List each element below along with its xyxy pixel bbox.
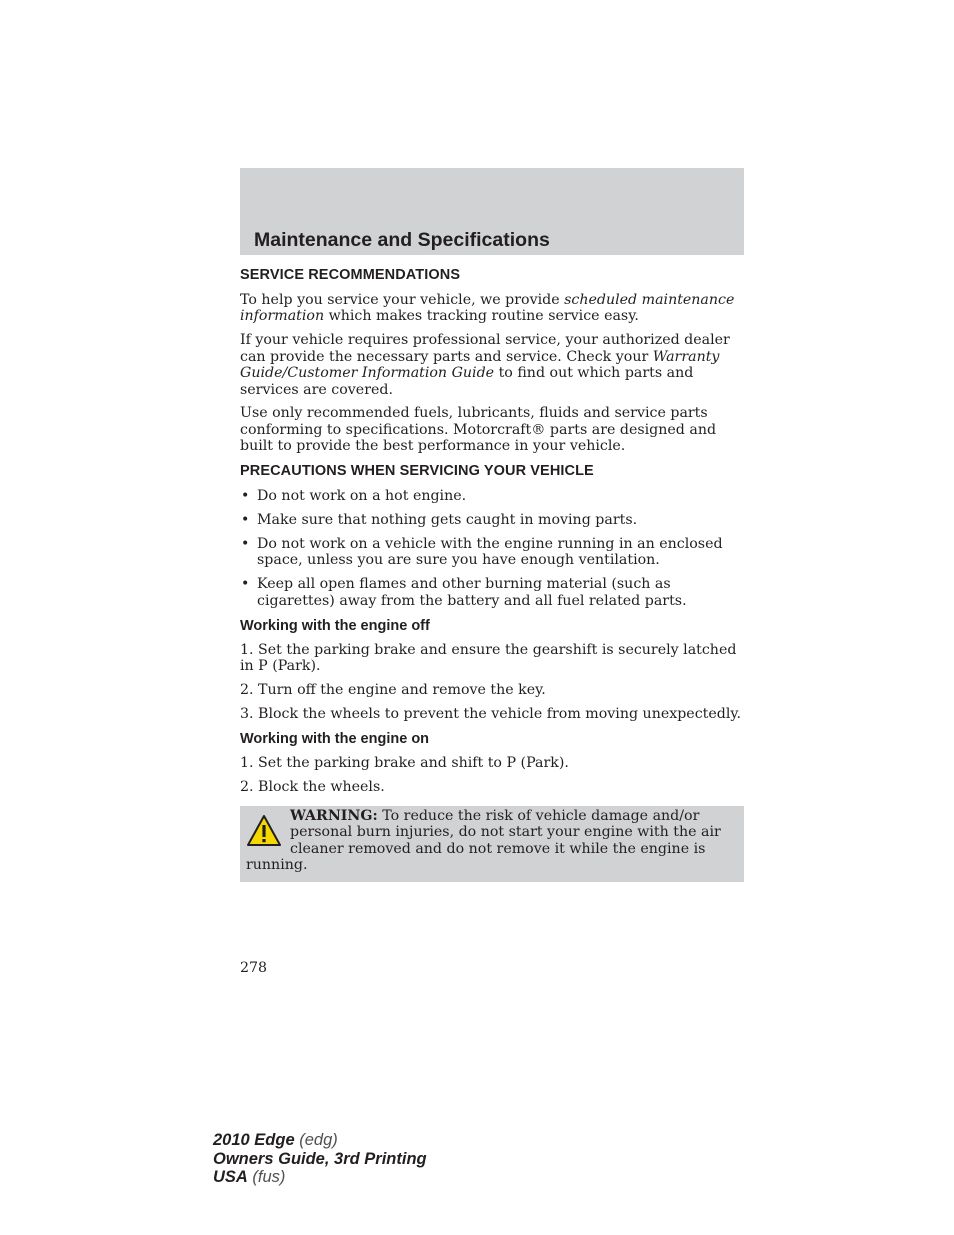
page-content [240, 266, 744, 882]
service-paragraph-3: Use only recommended fuels, lubricants, fluids and service parts conforming to specifications. Motorcraft® parts are designed and built to provide the best performance in your vehicle. [240, 405, 717, 455]
subheading-engine-on: Working with the engine on [240, 730, 430, 747]
section-heading-precautions: PRECAUTIONS WHEN SERVICING YOUR VEHICLE [240, 463, 594, 480]
warning-label: WARNING: [290, 808, 378, 825]
warning-box [240, 806, 744, 882]
footer-line-1 [213, 1131, 427, 1150]
text: which makes tracking routine service easy. [324, 308, 639, 325]
text: If your vehicle requires professional service, your authorized dealer can provide the necessary parts and service. Check your [240, 332, 730, 365]
page-number: 278 [240, 960, 268, 976]
footer-model: 2010 Edge [213, 1131, 295, 1149]
footer-market-code: (fus) [247, 1168, 286, 1186]
list-item: • Make sure that nothing gets caught in moving parts. [240, 512, 744, 528]
subheading-engine-off: Working with the engine off [240, 617, 430, 634]
list-item: • Do not work on a hot engine. [240, 488, 744, 504]
step-item: 3. Block the wheels to prevent the vehicle from moving unexpectedly. [240, 705, 742, 722]
step-item: 1. Set the parking brake and shift to P (Park). [240, 754, 569, 771]
warning-text: To reduce the risk of vehicle damage and/or personal burn injuries, do not start your engine with the air cleaner removed and do not remove it while the engine is running. [246, 808, 721, 874]
chapter-header-band [240, 168, 744, 255]
list-item: • Keep all open flames and other burning material (such as cigarettes) away from the battery and all fuel related parts. [240, 576, 744, 609]
italic-reference: Warranty Guide/Customer Information Guide [240, 348, 720, 382]
footer-line-2 [213, 1150, 427, 1169]
warning-triangle-icon [246, 814, 282, 848]
precautions-list [240, 488, 744, 609]
footer-edition-info [213, 1131, 427, 1187]
step-item: 2. Turn off the engine and remove the key. [240, 681, 546, 698]
text: To help you service your vehicle, we provide [240, 292, 565, 308]
service-paragraph-2 [240, 332, 744, 398]
footer-guide-edition: Owners Guide, 3rd Printing [213, 1149, 427, 1168]
footer-model-code: (edg) [294, 1131, 338, 1149]
italic-reference: scheduled maintenance information [240, 292, 735, 325]
footer-market: USA [213, 1168, 248, 1186]
section-heading-service: SERVICE RECOMMENDATIONS [240, 267, 461, 283]
list-item: • Do not work on a vehicle with the engine running in an enclosed space, unless you are sure you have enough ventilation. [240, 536, 744, 569]
text: to find out which parts and services are covered. [240, 365, 694, 398]
step-item: 1. Set the parking brake and ensure the gearshift is securely latched in P (Park). [240, 641, 737, 674]
chapter-title: Maintenance and Specifications [254, 229, 550, 251]
service-paragraph-1 [240, 292, 744, 325]
step-item: 2. Block the wheels. [240, 778, 385, 795]
footer-line-3 [213, 1168, 427, 1187]
